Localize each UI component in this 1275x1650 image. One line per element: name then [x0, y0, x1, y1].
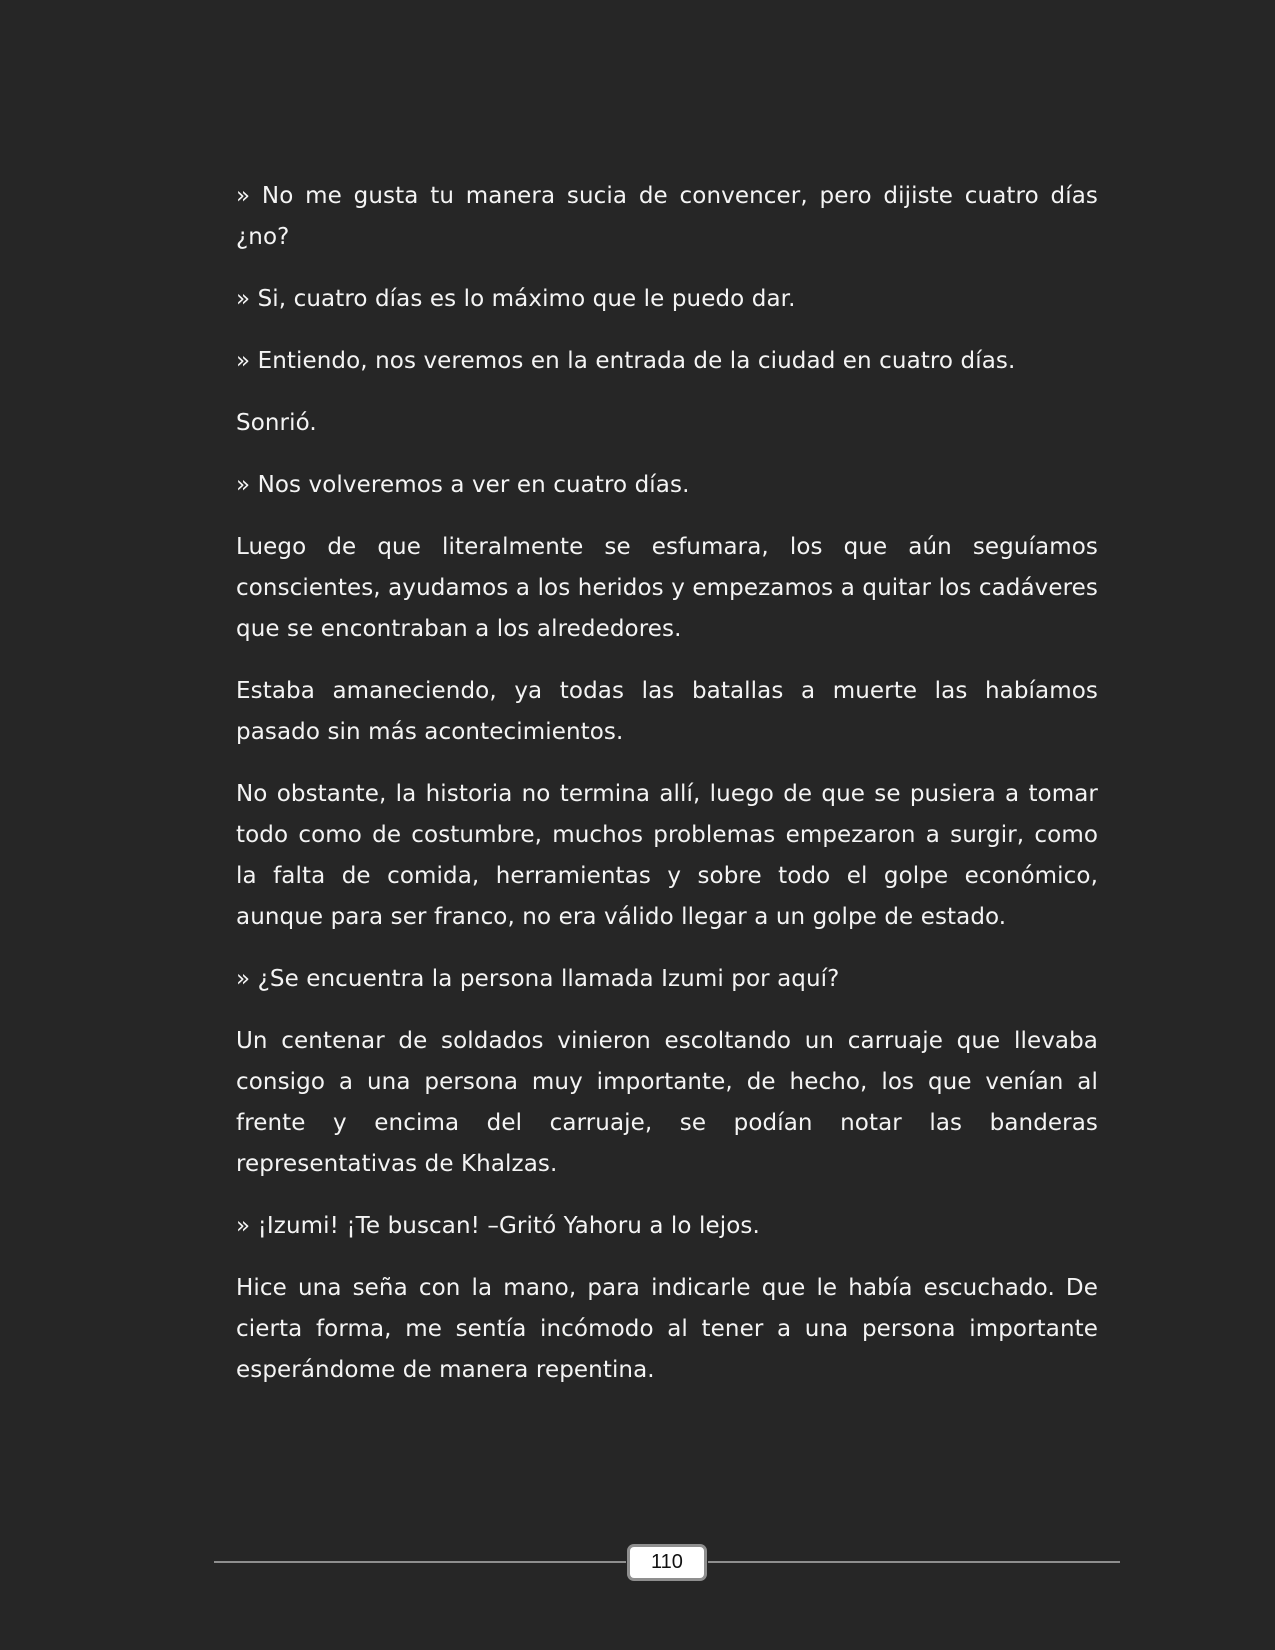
narrative-paragraph: Luego de que literalmente se esfumara, los que aún seguíamos conscientes, ayudamos a los heridos y empezamos a quitar los cadáveres que se encontraban a los alrededores. [236, 534, 1098, 642]
page-body [236, 176, 1098, 1412]
dialogue-paragraph: » Nos volveremos a ver en cuatro días. [236, 472, 690, 498]
footer-divider-left [214, 1561, 626, 1563]
dialogue-paragraph: » ¡Izumi! ¡Te buscan! –Gritó Yahoru a lo lejos. [236, 1213, 760, 1239]
narrative-paragraph: Un centenar de soldados vinieron escoltando un carruaje que llevaba consigo a una persona muy importante, de hecho, los que venían al frente y encima del carruaje, se podían notar las banderas representativas de Khalzas. [236, 1028, 1098, 1177]
dialogue-paragraph: » Entiendo, nos veremos en la entrada de la ciudad en cuatro días. [236, 348, 1016, 374]
footer-divider-right [708, 1561, 1120, 1563]
narrative-paragraph: Sonrió. [236, 410, 317, 436]
narrative-paragraph: Estaba amaneciendo, ya todas las batallas a muerte las habíamos pasado sin más acontecimientos. [236, 678, 1098, 745]
page-number-badge [627, 1544, 707, 1581]
narrative-paragraph: No obstante, la historia no termina allí, luego de que se pusiera a tomar todo como de costumbre, muchos problemas empezaron a surgir, como la falta de comida, herramientas y sobre todo el golpe económico, aunque para ser franco, no era válido llegar a un golpe de estado. [236, 781, 1098, 930]
dialogue-paragraph: » ¿Se encuentra la persona llamada Izumi por aquí? [236, 966, 840, 992]
dialogue-paragraph: » Si, cuatro días es lo máximo que le puedo dar. [236, 286, 796, 312]
page-number: 110 [651, 1551, 683, 1573]
narrative-paragraph: Hice una seña con la mano, para indicarle que le había escuchado. De cierta forma, me sentía incómodo al tener a una persona importante esperándome de manera repentina. [236, 1275, 1098, 1383]
page-footer [214, 1544, 1120, 1580]
dialogue-paragraph: » No me gusta tu manera sucia de convencer, pero dijiste cuatro días ¿no? [236, 183, 1098, 250]
